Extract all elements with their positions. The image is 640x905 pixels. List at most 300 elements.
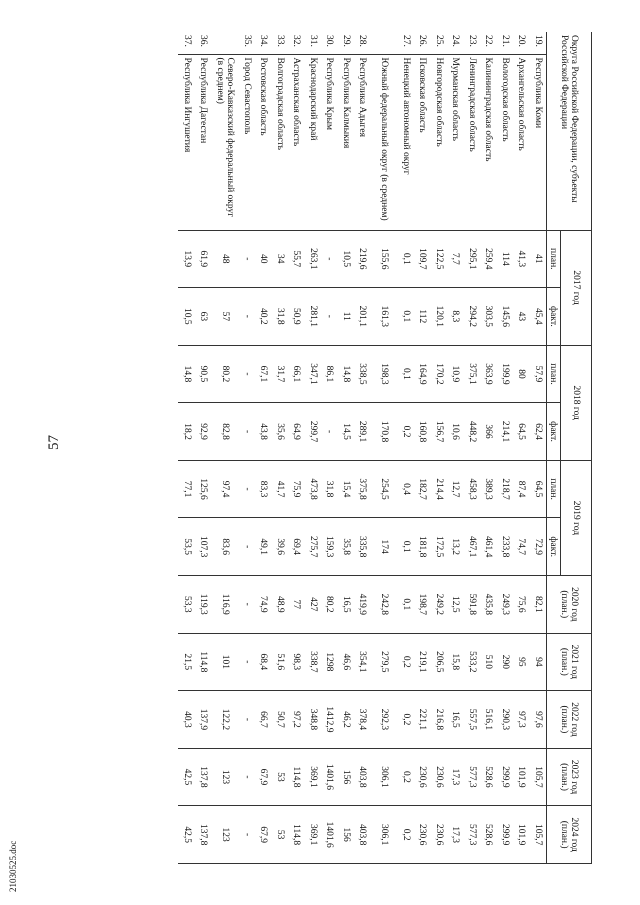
- value-cell: 230,6: [414, 748, 431, 806]
- value-cell: 40: [255, 230, 272, 288]
- value-cell: 82,8: [212, 403, 239, 461]
- value-cell: 77,1: [179, 460, 196, 518]
- value-cell: 299,9: [497, 748, 514, 806]
- header-region: Округа Российской Федерации, субъекты Российской Федерации: [547, 32, 592, 230]
- value-cell: 159,3: [321, 518, 338, 576]
- header-plan: план.: [547, 345, 561, 403]
- value-cell: 41: [530, 230, 547, 288]
- value-cell: 31,8: [272, 288, 289, 346]
- value-cell: 42,5: [179, 806, 196, 864]
- row-number: 27.: [398, 32, 415, 54]
- value-cell: 137,8: [195, 806, 212, 864]
- value-cell: 369,1: [305, 748, 322, 806]
- value-cell: 363,9: [480, 345, 497, 403]
- value-cell: 528,6: [480, 748, 497, 806]
- header-plan: план.: [547, 230, 561, 288]
- value-cell: 338,5: [354, 345, 371, 403]
- value-cell: -: [239, 633, 256, 691]
- value-cell: 160,8: [414, 403, 431, 461]
- row-number: 31.: [305, 32, 322, 54]
- header-year-2022: 2022 год (план.): [547, 691, 592, 749]
- row-number: 28.: [354, 32, 371, 54]
- value-cell: 435,8: [480, 575, 497, 633]
- table-row: [431, 32, 448, 864]
- value-cell: 14,5: [338, 403, 355, 461]
- value-cell: 74,7: [513, 518, 530, 576]
- rotated-table-container: [72, 32, 592, 864]
- value-cell: 114: [497, 230, 514, 288]
- value-cell: 292,3: [371, 691, 398, 749]
- value-cell: 181,8: [414, 518, 431, 576]
- value-cell: 48,9: [272, 575, 289, 633]
- row-number: 26.: [414, 32, 431, 54]
- value-cell: 97,4: [212, 460, 239, 518]
- value-cell: 290,3: [497, 691, 514, 749]
- value-cell: 0,1: [398, 518, 415, 576]
- value-cell: 137,9: [195, 691, 212, 749]
- table-row: [239, 32, 256, 864]
- table-row: [530, 32, 547, 864]
- value-cell: -: [239, 288, 256, 346]
- table-row: [398, 32, 415, 864]
- value-cell: 170,8: [371, 403, 398, 461]
- row-number: 29.: [338, 32, 355, 54]
- value-cell: 338,7: [305, 633, 322, 691]
- value-cell: 43,8: [255, 403, 272, 461]
- region-name: Ненецкий автономный округ: [398, 54, 415, 230]
- value-cell: 137,8: [195, 748, 212, 806]
- value-cell: 249,2: [431, 575, 448, 633]
- value-cell: 0,4: [398, 460, 415, 518]
- value-cell: 198,3: [371, 345, 398, 403]
- value-cell: 172,5: [431, 518, 448, 576]
- header-fact: факт.: [547, 518, 561, 576]
- region-name: Вологодская область: [497, 54, 514, 230]
- value-cell: 375,1: [464, 345, 481, 403]
- value-cell: 21,5: [179, 633, 196, 691]
- value-cell: 13,9: [179, 230, 196, 288]
- row-number: 25.: [431, 32, 448, 54]
- region-name: Республика Калмыкия: [338, 54, 355, 230]
- value-cell: -: [239, 345, 256, 403]
- table-row: [321, 32, 338, 864]
- region-name: Республика Крым: [321, 54, 338, 230]
- region-name: Калининградская область: [480, 54, 497, 230]
- table-row: [414, 32, 431, 864]
- value-cell: 1401,6: [321, 806, 338, 864]
- region-name: Мурманская область: [447, 54, 464, 230]
- value-cell: 53,5: [179, 518, 196, 576]
- table-row: [288, 32, 305, 864]
- value-cell: -: [239, 806, 256, 864]
- region-name: Южный федеральный округ (в среднем): [371, 54, 398, 230]
- value-cell: 90,5: [195, 345, 212, 403]
- row-number: 35.: [239, 32, 256, 54]
- value-cell: 233,8: [497, 518, 514, 576]
- value-cell: 72,9: [530, 518, 547, 576]
- value-cell: 14,8: [338, 345, 355, 403]
- value-cell: 68,4: [255, 633, 272, 691]
- value-cell: 219,6: [354, 230, 371, 288]
- value-cell: 0,2: [398, 748, 415, 806]
- row-number: 37.: [179, 32, 196, 54]
- value-cell: 295,1: [464, 230, 481, 288]
- value-cell: 174: [371, 518, 398, 576]
- value-cell: 206,5: [431, 633, 448, 691]
- value-cell: 17,3: [447, 806, 464, 864]
- header-year-2017: 2017 год: [561, 230, 592, 345]
- value-cell: 533,2: [464, 633, 481, 691]
- value-cell: -: [321, 403, 338, 461]
- value-cell: 101: [212, 633, 239, 691]
- value-cell: 0,2: [398, 691, 415, 749]
- value-cell: 105,7: [530, 806, 547, 864]
- value-cell: 577,3: [464, 748, 481, 806]
- value-cell: 10,9: [447, 345, 464, 403]
- value-cell: 55,7: [288, 230, 305, 288]
- value-cell: 199,9: [497, 345, 514, 403]
- value-cell: 10,6: [447, 403, 464, 461]
- value-cell: 528,6: [480, 806, 497, 864]
- region-name: Астраханская область: [288, 54, 305, 230]
- value-cell: 218,7: [497, 460, 514, 518]
- value-cell: 74,9: [255, 575, 272, 633]
- value-cell: 219,1: [414, 633, 431, 691]
- header-year-2019: 2019 год: [561, 460, 592, 575]
- value-cell: 41,3: [513, 230, 530, 288]
- value-cell: 12,5: [447, 575, 464, 633]
- value-cell: 97,3: [513, 691, 530, 749]
- value-cell: 45,4: [530, 288, 547, 346]
- header-year-2024: 2024 год (план.): [547, 806, 592, 864]
- value-cell: 101,9: [513, 748, 530, 806]
- value-cell: 275,7: [305, 518, 322, 576]
- value-cell: 80,2: [321, 575, 338, 633]
- value-cell: 109,7: [414, 230, 431, 288]
- value-cell: 557,5: [464, 691, 481, 749]
- value-cell: 0,1: [398, 345, 415, 403]
- region-name: Волгоградская область: [272, 54, 289, 230]
- value-cell: 125,6: [195, 460, 212, 518]
- table-row: [480, 32, 497, 864]
- value-cell: 86,1: [321, 345, 338, 403]
- value-cell: 114,8: [288, 748, 305, 806]
- value-cell: 230,6: [414, 806, 431, 864]
- value-cell: 214,1: [497, 403, 514, 461]
- value-cell: 145,6: [497, 288, 514, 346]
- value-cell: 66,7: [255, 691, 272, 749]
- row-number: [212, 32, 239, 54]
- value-cell: 263,1: [305, 230, 322, 288]
- value-cell: 123: [212, 806, 239, 864]
- value-cell: 82,1: [530, 575, 547, 633]
- value-cell: 41,7: [272, 460, 289, 518]
- value-cell: 46,6: [338, 633, 355, 691]
- value-cell: 53: [272, 806, 289, 864]
- row-number: 30.: [321, 32, 338, 54]
- value-cell: 221,1: [414, 691, 431, 749]
- value-cell: 419,9: [354, 575, 371, 633]
- value-cell: 0,2: [398, 806, 415, 864]
- value-cell: 48: [212, 230, 239, 288]
- value-cell: 87,4: [513, 460, 530, 518]
- value-cell: 62,4: [530, 403, 547, 461]
- value-cell: 281,1: [305, 288, 322, 346]
- value-cell: 39,6: [272, 518, 289, 576]
- value-cell: 8,3: [447, 288, 464, 346]
- value-cell: 306,1: [371, 748, 398, 806]
- value-cell: 155,6: [371, 230, 398, 288]
- value-cell: 182,7: [414, 460, 431, 518]
- value-cell: 201,1: [354, 288, 371, 346]
- value-cell: 591,8: [464, 575, 481, 633]
- value-cell: 40,3: [179, 691, 196, 749]
- value-cell: 156: [338, 748, 355, 806]
- row-number: 22.: [480, 32, 497, 54]
- value-cell: 101,9: [513, 806, 530, 864]
- value-cell: 306,1: [371, 806, 398, 864]
- value-cell: 427: [305, 575, 322, 633]
- header-year-2018: 2018 год: [561, 345, 592, 460]
- value-cell: 290: [497, 633, 514, 691]
- value-cell: 64,9: [288, 403, 305, 461]
- table-row: [272, 32, 289, 864]
- value-cell: 107,3: [195, 518, 212, 576]
- value-cell: 0,1: [398, 288, 415, 346]
- value-cell: 98,3: [288, 633, 305, 691]
- value-cell: 53: [272, 748, 289, 806]
- table-row: [179, 32, 196, 864]
- table-row: [195, 32, 212, 864]
- value-cell: -: [321, 230, 338, 288]
- value-cell: 1401,6: [321, 748, 338, 806]
- value-cell: 83,3: [255, 460, 272, 518]
- value-cell: 516,1: [480, 691, 497, 749]
- value-cell: 366: [480, 403, 497, 461]
- row-number: [371, 32, 398, 54]
- table-row: [212, 32, 239, 864]
- value-cell: -: [239, 575, 256, 633]
- value-cell: 63: [195, 288, 212, 346]
- value-cell: 94: [530, 633, 547, 691]
- table-row: [447, 32, 464, 864]
- region-name: Ленинградская область: [464, 54, 481, 230]
- table-row: [497, 32, 514, 864]
- value-cell: 156: [338, 806, 355, 864]
- value-cell: 16,5: [447, 691, 464, 749]
- value-cell: 120,1: [431, 288, 448, 346]
- value-cell: 75,6: [513, 575, 530, 633]
- value-cell: 50,7: [272, 691, 289, 749]
- value-cell: 64,5: [530, 460, 547, 518]
- value-cell: 230,6: [431, 748, 448, 806]
- value-cell: 123: [212, 748, 239, 806]
- region-name: Республика Дагестан: [195, 54, 212, 230]
- value-cell: 57,9: [530, 345, 547, 403]
- value-cell: 114,8: [195, 633, 212, 691]
- header-year-2023: 2023 год (план.): [547, 748, 592, 806]
- value-cell: 7,7: [447, 230, 464, 288]
- value-cell: 403,8: [354, 806, 371, 864]
- value-cell: 369,1: [305, 806, 322, 864]
- value-cell: 57: [212, 288, 239, 346]
- value-cell: 51,6: [272, 633, 289, 691]
- value-cell: 105,7: [530, 748, 547, 806]
- region-name: Республика Адыгея: [354, 54, 371, 230]
- value-cell: -: [239, 518, 256, 576]
- value-cell: -: [239, 230, 256, 288]
- value-cell: 83,6: [212, 518, 239, 576]
- value-cell: 40,2: [255, 288, 272, 346]
- value-cell: 10,5: [179, 288, 196, 346]
- value-cell: 122,2: [212, 691, 239, 749]
- row-number: 24.: [447, 32, 464, 54]
- row-number: 20.: [513, 32, 530, 54]
- value-cell: 50,9: [288, 288, 305, 346]
- region-name: Архангельская область: [513, 54, 530, 230]
- value-cell: 0,1: [398, 230, 415, 288]
- value-cell: 375,8: [354, 460, 371, 518]
- value-cell: 14,8: [179, 345, 196, 403]
- header-year-2020: 2020 год (план.): [547, 575, 592, 633]
- value-cell: 15,4: [338, 460, 355, 518]
- value-cell: 254,5: [371, 460, 398, 518]
- value-cell: -: [239, 460, 256, 518]
- value-cell: 17,3: [447, 748, 464, 806]
- value-cell: 0,2: [398, 633, 415, 691]
- value-cell: 348,8: [305, 691, 322, 749]
- value-cell: 15,8: [447, 633, 464, 691]
- value-cell: 249,3: [497, 575, 514, 633]
- value-cell: 198,7: [414, 575, 431, 633]
- value-cell: 467,1: [464, 518, 481, 576]
- region-name: Северо-Кавказский федеральный округ (в среднем): [212, 54, 239, 230]
- value-cell: -: [239, 691, 256, 749]
- value-cell: 92,9: [195, 403, 212, 461]
- value-cell: 53,3: [179, 575, 196, 633]
- region-name: Республика Ингушетия: [179, 54, 196, 230]
- value-cell: 77: [288, 575, 305, 633]
- value-cell: 230,6: [431, 806, 448, 864]
- region-name: Новгородская область: [431, 54, 448, 230]
- value-cell: 119,3: [195, 575, 212, 633]
- value-cell: 216,8: [431, 691, 448, 749]
- value-cell: 354,1: [354, 633, 371, 691]
- table-row: [513, 32, 530, 864]
- header-plan: план.: [547, 460, 561, 518]
- value-cell: 389,3: [480, 460, 497, 518]
- header-fact: факт.: [547, 403, 561, 461]
- value-cell: 1298: [321, 633, 338, 691]
- region-name: Республика Коми: [530, 54, 547, 230]
- value-cell: 1412,9: [321, 691, 338, 749]
- value-cell: 161,3: [371, 288, 398, 346]
- row-number: 21.: [497, 32, 514, 54]
- value-cell: 69,4: [288, 518, 305, 576]
- table-row: [255, 32, 272, 864]
- value-cell: 279,5: [371, 633, 398, 691]
- value-cell: 97,6: [530, 691, 547, 749]
- table-row: [338, 32, 355, 864]
- region-name: Ростовская область: [255, 54, 272, 230]
- value-cell: 303,5: [480, 288, 497, 346]
- row-number: 19.: [530, 32, 547, 54]
- value-cell: 403,8: [354, 748, 371, 806]
- value-cell: 378,4: [354, 691, 371, 749]
- header-fact: факт.: [547, 288, 561, 346]
- value-cell: 31,7: [272, 345, 289, 403]
- value-cell: 35,6: [272, 403, 289, 461]
- value-cell: 112: [414, 288, 431, 346]
- value-cell: 67,1: [255, 345, 272, 403]
- data-table: [179, 32, 593, 864]
- value-cell: 97,2: [288, 691, 305, 749]
- value-cell: 214,4: [431, 460, 448, 518]
- header-year-2021: 2021 год (план.): [547, 633, 592, 691]
- value-cell: -: [239, 403, 256, 461]
- value-cell: 18,2: [179, 403, 196, 461]
- value-cell: 46,2: [338, 691, 355, 749]
- value-cell: 80: [513, 345, 530, 403]
- value-cell: 35,8: [338, 518, 355, 576]
- value-cell: 458,3: [464, 460, 481, 518]
- value-cell: 10,5: [338, 230, 355, 288]
- value-cell: 116,9: [212, 575, 239, 633]
- value-cell: 294,2: [464, 288, 481, 346]
- value-cell: 16,5: [338, 575, 355, 633]
- value-cell: 67,9: [255, 748, 272, 806]
- region-name: Город Севастополь: [239, 54, 256, 230]
- value-cell: 448,2: [464, 403, 481, 461]
- table-row: [464, 32, 481, 864]
- value-cell: 11: [338, 288, 355, 346]
- value-cell: 510: [480, 633, 497, 691]
- value-cell: 122,5: [431, 230, 448, 288]
- value-cell: 49,1: [255, 518, 272, 576]
- value-cell: 13,2: [447, 518, 464, 576]
- value-cell: 64,5: [513, 403, 530, 461]
- table-body: [179, 32, 547, 864]
- row-number: 36.: [195, 32, 212, 54]
- value-cell: 0,2: [398, 403, 415, 461]
- value-cell: 43: [513, 288, 530, 346]
- value-cell: 461,4: [480, 518, 497, 576]
- row-number: 32.: [288, 32, 305, 54]
- value-cell: 242,8: [371, 575, 398, 633]
- value-cell: 114,8: [288, 806, 305, 864]
- table-row: [371, 32, 398, 864]
- value-cell: 299,7: [305, 403, 322, 461]
- value-cell: -: [239, 748, 256, 806]
- value-cell: 473,8: [305, 460, 322, 518]
- region-name: Краснодарский край: [305, 54, 322, 230]
- value-cell: 259,4: [480, 230, 497, 288]
- table-row: [354, 32, 371, 864]
- document-id: 21030525.doc: [8, 840, 18, 892]
- value-cell: 34: [272, 230, 289, 288]
- row-number: 33.: [272, 32, 289, 54]
- value-cell: 80,2: [212, 345, 239, 403]
- region-name: Псковская область: [414, 54, 431, 230]
- value-cell: 67,9: [255, 806, 272, 864]
- value-cell: 31,8: [321, 460, 338, 518]
- value-cell: 0,1: [398, 575, 415, 633]
- value-cell: 170,2: [431, 345, 448, 403]
- value-cell: 95: [513, 633, 530, 691]
- value-cell: 335,8: [354, 518, 371, 576]
- page-number: 57: [46, 435, 62, 450]
- table-row: [305, 32, 322, 864]
